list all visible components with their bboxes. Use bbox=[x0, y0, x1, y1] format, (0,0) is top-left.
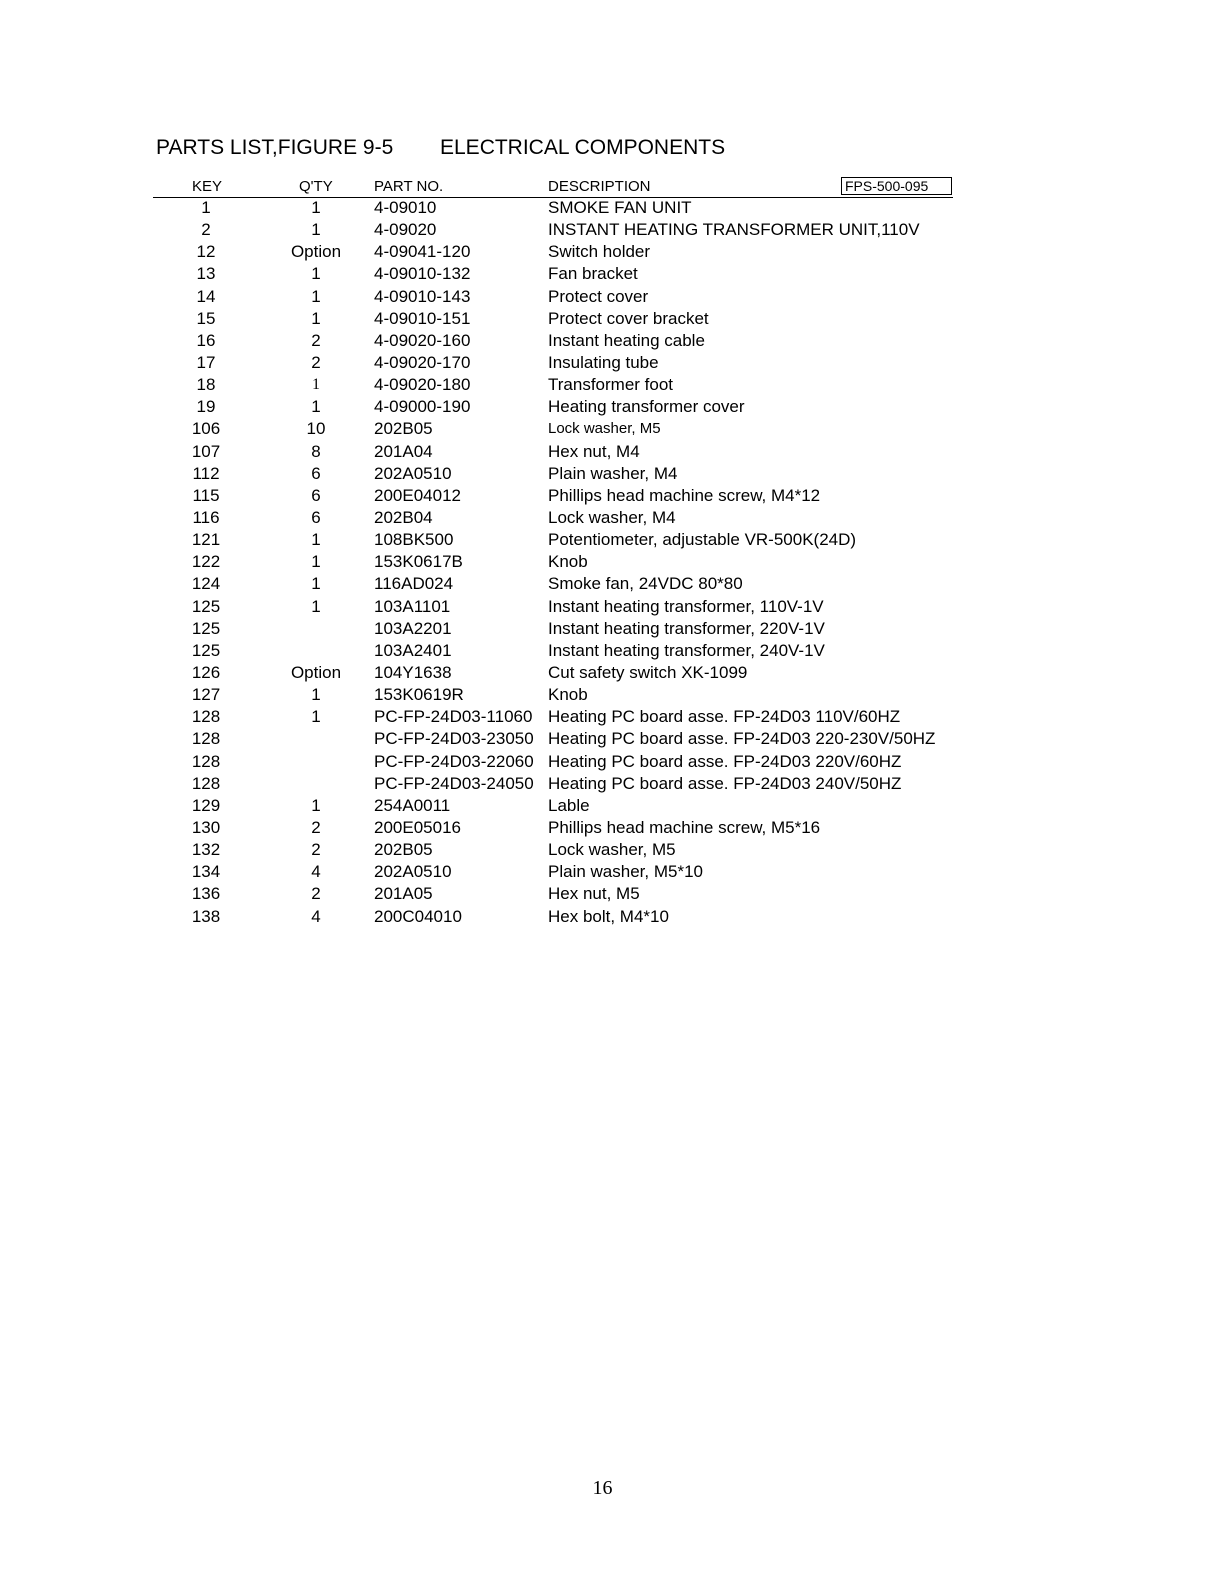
page-number: 16 bbox=[592, 1477, 613, 1499]
row-key: 127 bbox=[191, 685, 221, 705]
row-description: Heating transformer cover bbox=[548, 397, 745, 417]
row-qty: 2 bbox=[311, 330, 321, 350]
row-part-no: 4-09010-132 bbox=[374, 264, 471, 284]
row-description: Instant heating transformer, 110V-1V bbox=[548, 596, 824, 616]
row-key: 121 bbox=[191, 530, 221, 550]
row-description: Phillips head machine screw, M4*12 bbox=[548, 485, 821, 505]
row-part-no: 4-09010-151 bbox=[374, 308, 471, 328]
row-part-no: 202B04 bbox=[374, 507, 433, 527]
row-part-no: 103A2401 bbox=[374, 640, 452, 660]
row-part-no: 200E05016 bbox=[374, 817, 461, 837]
row-part-no: 4-09020-180 bbox=[374, 375, 471, 395]
row-description: Fan bracket bbox=[548, 264, 638, 284]
row-qty: 1 bbox=[311, 397, 321, 417]
row-key: 1 bbox=[201, 198, 211, 217]
row-part-no: 4-09020-170 bbox=[374, 352, 471, 372]
table-row bbox=[0, 706, 1219, 728]
row-qty: 1 bbox=[311, 286, 321, 306]
header-qty: Q'TY bbox=[299, 178, 333, 195]
row-part-no: 153K0617B bbox=[374, 552, 463, 572]
row-key: 125 bbox=[191, 618, 221, 638]
table-row bbox=[0, 352, 1219, 374]
row-qty: 1 bbox=[311, 685, 321, 705]
row-description: Protect cover bbox=[548, 286, 649, 306]
row-key: 15 bbox=[196, 308, 216, 328]
table-row bbox=[0, 906, 1219, 928]
row-part-no: 104Y1638 bbox=[374, 662, 452, 682]
row-qty: 2 bbox=[311, 884, 321, 904]
row-part-no: PC-FP-24D03-11060 bbox=[374, 707, 533, 727]
row-qty: 2 bbox=[311, 817, 321, 837]
row-part-no: 254A0011 bbox=[374, 795, 451, 815]
parts-table-body bbox=[0, 197, 1219, 928]
row-part-no: 4-09010 bbox=[374, 198, 437, 217]
table-row bbox=[0, 573, 1219, 595]
row-qty: 2 bbox=[311, 840, 321, 860]
row-key: 124 bbox=[191, 574, 221, 594]
table-row bbox=[0, 684, 1219, 706]
header-part-no: PART NO. bbox=[374, 178, 444, 195]
row-qty: 2 bbox=[311, 352, 321, 372]
row-qty: 4 bbox=[311, 862, 321, 882]
row-qty: 1 bbox=[311, 198, 321, 217]
row-qty: 1 bbox=[311, 530, 321, 550]
row-description: Smoke fan, 24VDC 80*80 bbox=[548, 574, 743, 594]
row-key: 126 bbox=[191, 662, 221, 682]
table-row bbox=[0, 308, 1219, 330]
row-part-no: 103A1101 bbox=[374, 596, 451, 616]
row-description: Transformer foot bbox=[548, 375, 674, 395]
row-qty: 1 bbox=[311, 220, 321, 240]
row-qty: 1 bbox=[311, 596, 321, 616]
row-key: 138 bbox=[191, 906, 221, 926]
row-key: 132 bbox=[191, 840, 221, 860]
row-key: 106 bbox=[191, 419, 221, 439]
row-key: 14 bbox=[196, 286, 216, 306]
row-qty: 8 bbox=[311, 441, 321, 461]
row-description: Protect cover bracket bbox=[548, 308, 709, 328]
row-part-no: 202A0510 bbox=[374, 463, 452, 483]
row-part-no: PC-FP-24D03-23050 bbox=[374, 729, 534, 749]
row-description: Instant heating transformer, 240V-1V bbox=[548, 640, 825, 660]
row-key: 129 bbox=[191, 795, 221, 815]
table-row bbox=[0, 374, 1219, 396]
row-key: 16 bbox=[196, 330, 216, 350]
table-row bbox=[0, 817, 1219, 839]
table-row bbox=[0, 839, 1219, 861]
row-part-no: 202A0510 bbox=[374, 862, 452, 882]
row-key: 116 bbox=[192, 507, 220, 527]
row-key: 128 bbox=[191, 729, 221, 749]
table-row bbox=[0, 883, 1219, 905]
table-row bbox=[0, 418, 1219, 440]
page-title bbox=[156, 135, 726, 161]
row-description: Heating PC board asse. FP-24D03 240V/50HZ bbox=[548, 773, 902, 793]
row-qty: 6 bbox=[311, 463, 321, 483]
title-figure: PARTS LIST,FIGURE 9-5 bbox=[156, 136, 394, 159]
row-description: Switch holder bbox=[548, 242, 651, 262]
row-part-no: 108BK500 bbox=[374, 530, 454, 550]
table-header bbox=[153, 176, 953, 198]
table-row bbox=[0, 551, 1219, 573]
table-row bbox=[0, 618, 1219, 640]
row-part-no: 4-09041-120 bbox=[374, 242, 471, 262]
row-part-no: 4-09020 bbox=[374, 220, 437, 240]
row-part-no: 201A05 bbox=[374, 884, 433, 904]
table-row bbox=[0, 219, 1219, 241]
row-qty: 1 bbox=[311, 264, 321, 284]
row-part-no: 116AD024 bbox=[374, 574, 454, 594]
row-part-no: 202B05 bbox=[374, 419, 433, 439]
row-qty: 1 bbox=[311, 707, 321, 727]
header-key: KEY bbox=[192, 178, 223, 195]
row-description: Knob bbox=[548, 685, 588, 705]
row-description: INSTANT HEATING TRANSFORMER UNIT,110V bbox=[548, 220, 920, 240]
row-key: 12 bbox=[196, 242, 216, 262]
table-row bbox=[0, 529, 1219, 551]
row-qty: Option bbox=[290, 662, 342, 682]
table-row bbox=[0, 396, 1219, 418]
table-row bbox=[0, 662, 1219, 684]
row-description: Heating PC board asse. FP-24D03 220-230V/50HZ bbox=[548, 729, 936, 749]
row-key: 18 bbox=[196, 375, 216, 395]
row-part-no: 103A2201 bbox=[374, 618, 452, 638]
row-description: Lable bbox=[548, 795, 590, 815]
row-qty: Option bbox=[290, 242, 342, 262]
table-row bbox=[0, 751, 1219, 773]
row-part-no: 4-09000-190 bbox=[374, 397, 471, 417]
row-part-no: 4-09020-160 bbox=[374, 330, 471, 350]
row-description: Phillips head machine screw, M5*16 bbox=[548, 817, 821, 837]
table-row bbox=[0, 507, 1219, 529]
table-row bbox=[0, 263, 1219, 285]
row-part-no: 200E04012 bbox=[374, 485, 461, 505]
row-key: 112 bbox=[192, 463, 220, 483]
table-row bbox=[0, 485, 1219, 507]
row-qty: 6 bbox=[311, 507, 321, 527]
row-key: 125 bbox=[191, 596, 221, 616]
row-qty: 10 bbox=[306, 419, 326, 439]
row-qty: 1 bbox=[311, 795, 321, 815]
row-qty: 1 bbox=[311, 308, 321, 328]
row-description: Heating PC board asse. FP-24D03 110V/60HZ bbox=[548, 707, 901, 727]
row-qty: 6 bbox=[311, 485, 321, 505]
row-part-no: 4-09010-143 bbox=[374, 286, 471, 306]
row-description: Knob bbox=[548, 552, 588, 572]
row-key: 17 bbox=[196, 352, 216, 372]
table-row bbox=[0, 640, 1219, 662]
row-key: 19 bbox=[196, 397, 216, 417]
row-description: Hex nut, M5 bbox=[548, 884, 640, 904]
row-description: Plain washer, M4 bbox=[548, 463, 678, 483]
table-row bbox=[0, 773, 1219, 795]
table-row bbox=[0, 596, 1219, 618]
table-row bbox=[0, 441, 1219, 463]
row-description: Hex bolt, M4*10 bbox=[548, 906, 669, 926]
row-part-no: 202B05 bbox=[374, 840, 433, 860]
row-part-no: PC-FP-24D03-22060 bbox=[374, 751, 534, 771]
row-key: 136 bbox=[191, 884, 221, 904]
row-description: SMOKE FAN UNIT bbox=[548, 198, 692, 217]
title-section: ELECTRICAL COMPONENTS bbox=[440, 136, 726, 159]
row-key: 2 bbox=[201, 220, 211, 240]
row-qty: 1 bbox=[312, 376, 320, 394]
table-row bbox=[0, 241, 1219, 263]
row-key: 107 bbox=[191, 441, 221, 461]
header-description: DESCRIPTION bbox=[548, 178, 651, 195]
row-qty: 1 bbox=[311, 552, 321, 572]
row-key: 128 bbox=[191, 707, 221, 727]
row-description: Potentiometer, adjustable VR-500K(24D) bbox=[548, 530, 857, 550]
row-key: 130 bbox=[191, 817, 221, 837]
row-description: Instant heating cable bbox=[548, 330, 705, 350]
row-description: Insulating tube bbox=[548, 352, 659, 372]
table-row bbox=[0, 286, 1219, 308]
row-key: 115 bbox=[192, 485, 220, 505]
row-part-no: 153K0619R bbox=[374, 685, 464, 705]
row-description: Plain washer, M5*10 bbox=[548, 862, 703, 882]
table-row bbox=[0, 795, 1219, 817]
table-row bbox=[0, 728, 1219, 750]
table-row bbox=[0, 861, 1219, 883]
row-key: 134 bbox=[191, 862, 221, 882]
row-part-no: 200C04010 bbox=[374, 906, 462, 926]
row-key: 122 bbox=[191, 552, 221, 572]
row-key: 125 bbox=[191, 640, 221, 660]
row-description: Heating PC board asse. FP-24D03 220V/60HZ bbox=[548, 751, 902, 771]
row-key: 128 bbox=[191, 751, 221, 771]
row-key: 13 bbox=[196, 264, 216, 284]
row-part-no: PC-FP-24D03-24050 bbox=[374, 773, 534, 793]
row-description: Lock washer, M5 bbox=[548, 840, 676, 860]
row-part-no: 201A04 bbox=[374, 441, 433, 461]
row-description: Cut safety switch XK-1099 bbox=[548, 662, 748, 682]
row-qty: 4 bbox=[311, 906, 321, 926]
row-description: Instant heating transformer, 220V-1V bbox=[548, 618, 825, 638]
document-code-box: FPS-500-095 bbox=[841, 177, 952, 195]
row-description: Lock washer, M5 bbox=[548, 420, 661, 438]
table-row bbox=[0, 330, 1219, 352]
row-key: 128 bbox=[191, 773, 221, 793]
row-description: Lock washer, M4 bbox=[548, 507, 676, 527]
table-row bbox=[0, 463, 1219, 485]
row-description: Hex nut, M4 bbox=[548, 441, 640, 461]
table-row bbox=[0, 197, 1219, 219]
row-qty: 1 bbox=[311, 574, 321, 594]
